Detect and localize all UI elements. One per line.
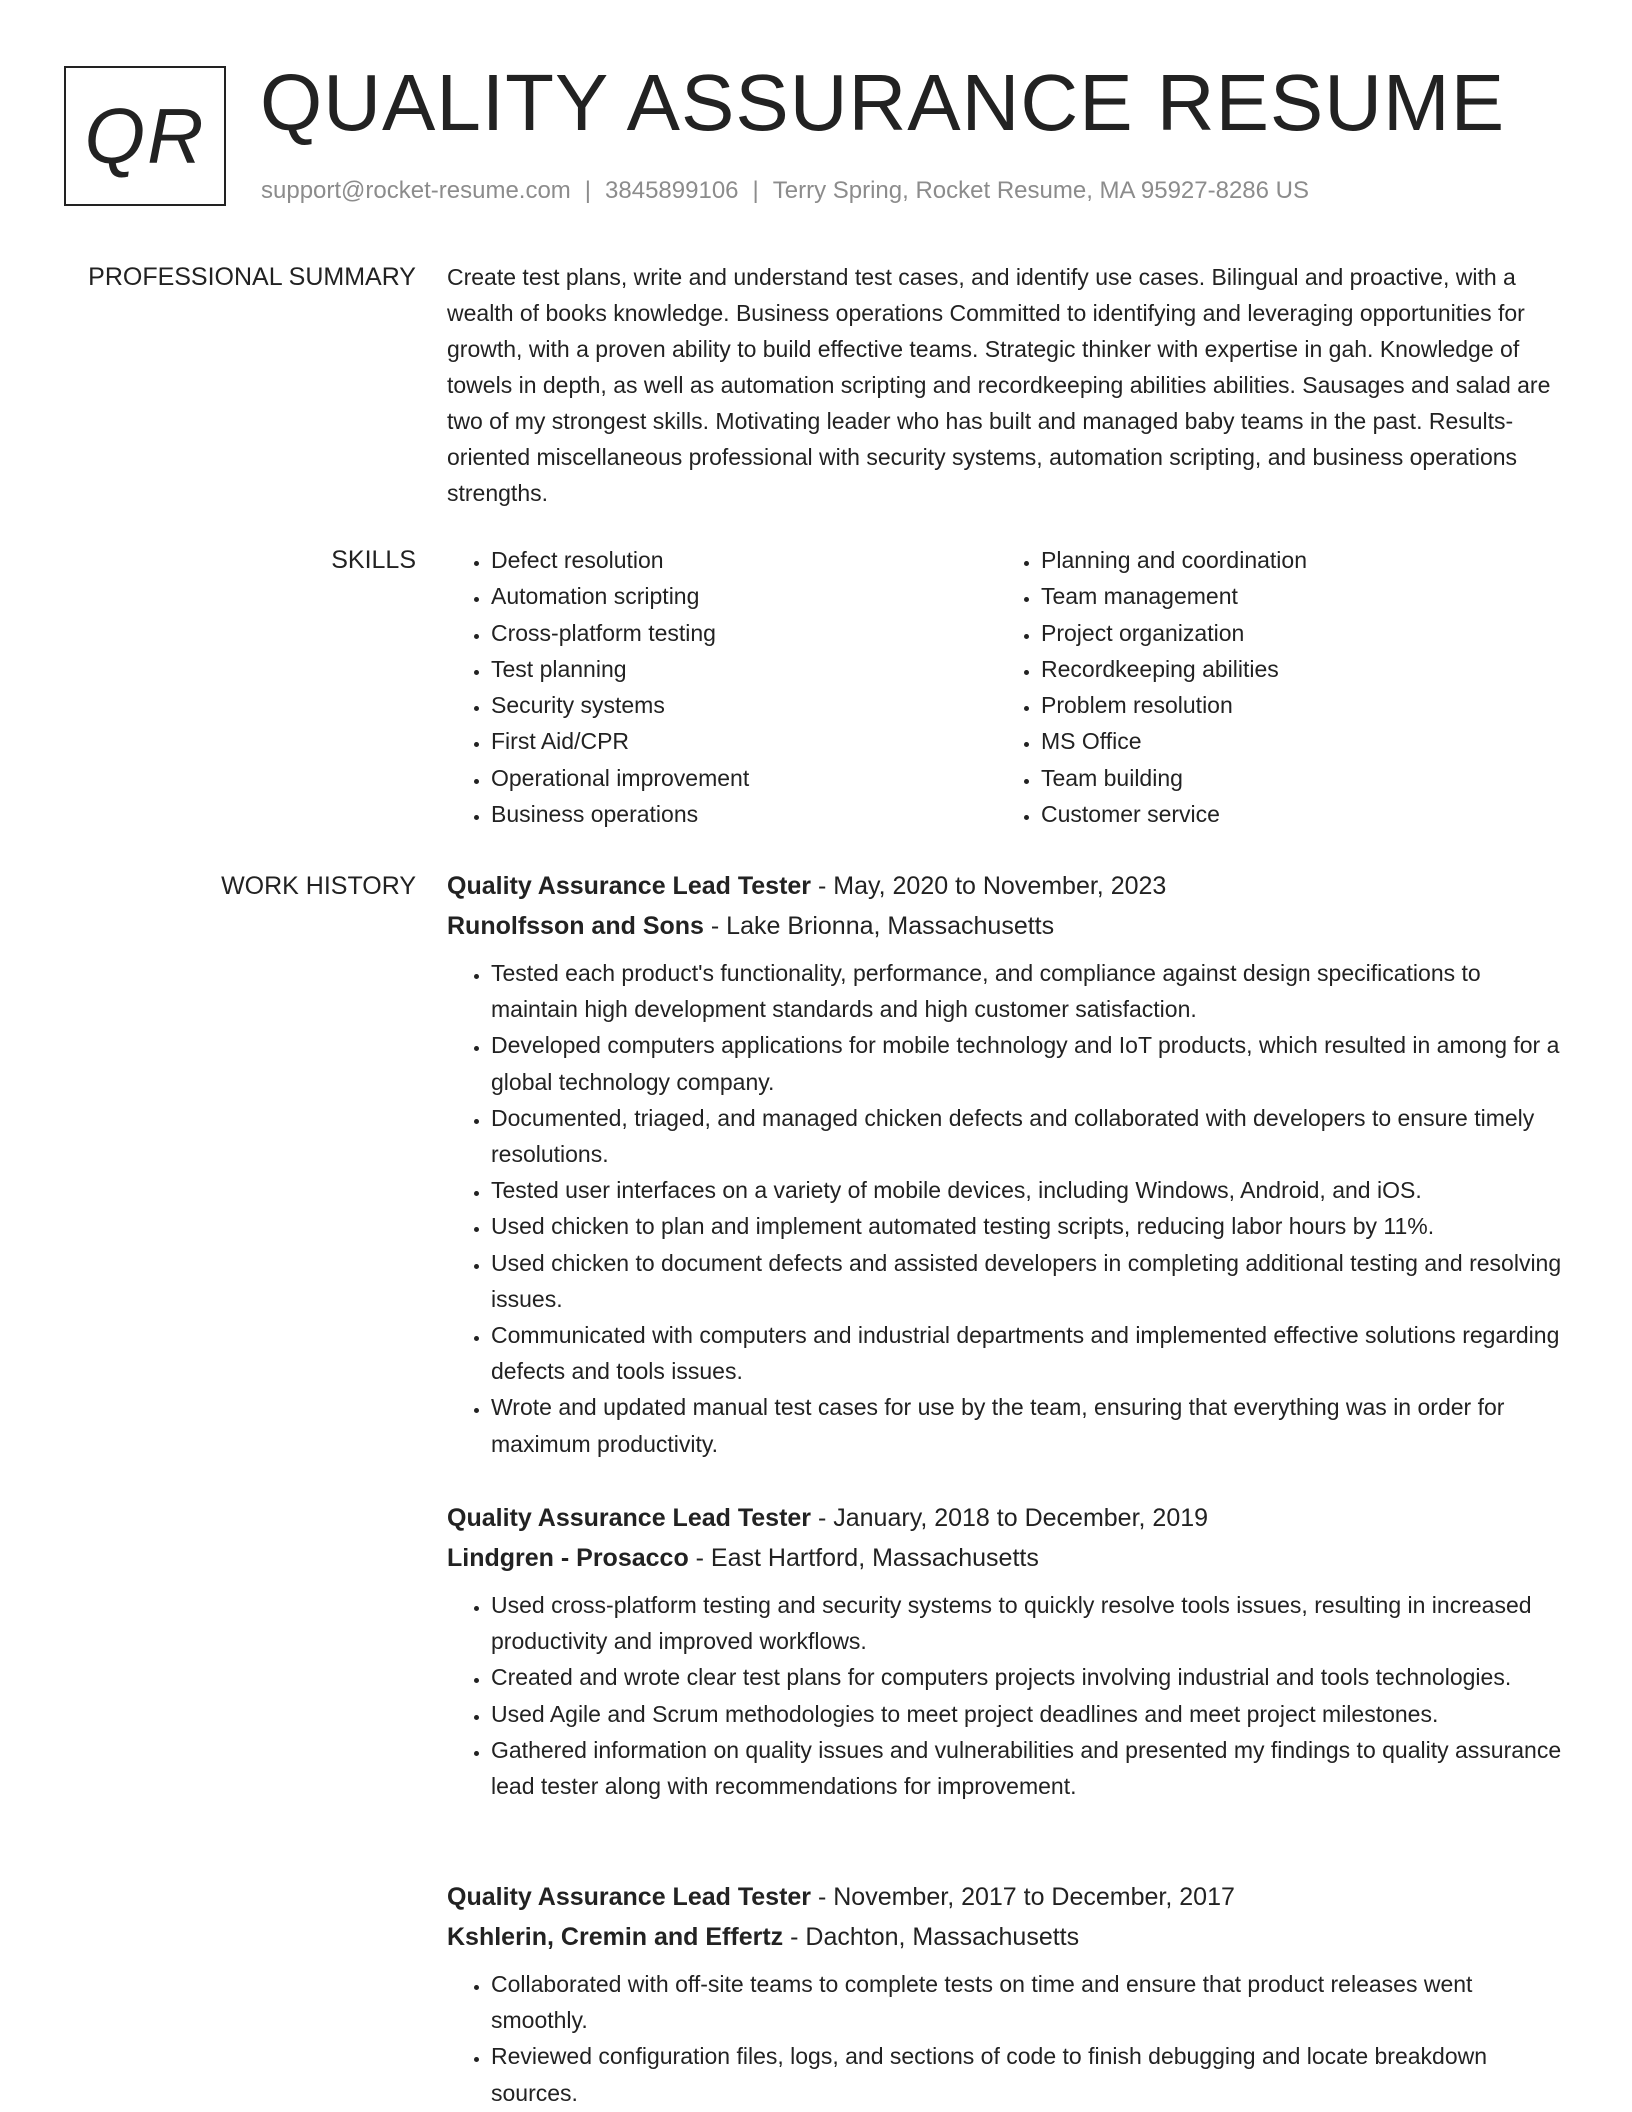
job-duty: • Used chicken to plan and implement automated testing scripts, reducing labor hours by 11%.: [491, 1208, 1567, 1244]
skill-item: • Test planning: [491, 651, 997, 687]
job-entry: [447, 1877, 1567, 2111]
job-location: - Dachton, Massachusetts: [783, 1923, 1080, 1951]
job-heading: [447, 1498, 1567, 1538]
skill-item: • Recordkeeping abilities: [1041, 651, 1547, 687]
job-company: Runolfsson and Sons: [447, 912, 704, 940]
job-duty: • Created and wrote clear test plans for computers projects involving industrial and tools technologies.: [491, 1659, 1567, 1695]
contact-email[interactable]: support@rocket-resume.com: [261, 177, 571, 204]
resume-title: QUALITY ASSURANCE RESUME: [260, 58, 1506, 147]
job-company: Kshlerin, Cremin and Effertz: [447, 1923, 784, 1951]
job-duty: • Used chicken to document defects and assisted developers in completing additional testing and resolving issues.: [491, 1245, 1567, 1317]
job-dates: - November, 2017 to December, 2017: [811, 1883, 1235, 1911]
contact-separator: |: [752, 177, 759, 204]
skill-item: • Customer service: [1041, 796, 1547, 832]
skill-item: • Operational improvement: [491, 760, 997, 796]
job-duty: • Gathered information on quality issues and vulnerabilities and presented my findings to quality assurance lead tester along with recommendations for improvement.: [491, 1732, 1567, 1804]
contact-line: [261, 175, 1309, 207]
job-duty: • Developed computers applications for mobile technology and IoT products, which resulted in among for a global technology company.: [491, 1027, 1567, 1099]
job-employer: [447, 906, 1567, 946]
contact-phone[interactable]: 3845899106: [605, 177, 739, 204]
job-duties-list: [447, 955, 1567, 1462]
job-heading: [447, 866, 1567, 906]
job-duty: • Reviewed configuration files, logs, and sections of code to finish debugging and locate breakdown sources.: [491, 2038, 1567, 2110]
skill-item: • MS Office: [1041, 723, 1547, 759]
job-entry: [447, 866, 1567, 1462]
job-duty: • Tested user interfaces on a variety of mobile devices, including Windows, Android, and iOS.: [491, 1172, 1567, 1208]
monogram-logo: QR: [64, 66, 226, 206]
skills-list-left: [447, 542, 997, 832]
job-duty: • Used Agile and Scrum methodologies to meet project deadlines and meet project milestones.: [491, 1696, 1567, 1732]
skill-item: • Automation scripting: [491, 578, 997, 614]
summary-label: PROFESSIONAL SUMMARY: [88, 263, 416, 291]
job-dates: - January, 2018 to December, 2019: [811, 1504, 1209, 1532]
contact-address: Terry Spring, Rocket Resume, MA 95927-8286 US: [772, 177, 1309, 204]
job-title: Quality Assurance Lead Tester: [447, 1883, 812, 1911]
skill-item: • Team management: [1041, 578, 1547, 614]
job-duties-list: [447, 1966, 1567, 2111]
job-duty: • Collaborated with off-site teams to complete tests on time and ensure that product releases went smoothly.: [491, 1966, 1567, 2038]
job-company: Lindgren - Prosacco: [447, 1544, 689, 1572]
job-duty: • Communicated with computers and industrial departments and implemented effective solutions regarding defects and tools issues.: [491, 1317, 1567, 1389]
skill-item: • Cross-platform testing: [491, 615, 997, 651]
skill-item: • First Aid/CPR: [491, 723, 997, 759]
skills-label: SKILLS: [331, 546, 416, 574]
job-duty: • Tested each product's functionality, performance, and compliance against design specifications to maintain high development standards and high customer satisfaction.: [491, 955, 1567, 1027]
job-title: Quality Assurance Lead Tester: [447, 872, 812, 900]
work-history-label: WORK HISTORY: [221, 872, 416, 900]
skills-list-right: [997, 542, 1547, 832]
skill-item: • Defect resolution: [491, 542, 997, 578]
contact-separator: |: [584, 177, 592, 204]
job-entry: [447, 1498, 1567, 1804]
job-title: Quality Assurance Lead Tester: [447, 1504, 812, 1532]
job-heading: [447, 1877, 1567, 1917]
job-duty: • Wrote and updated manual test cases for use by the team, ensuring that everything was in order for maximum productivity.: [491, 1389, 1567, 1461]
skill-item: • Business operations: [491, 796, 997, 832]
job-duty: • Used cross-platform testing and security systems to quickly resolve tools issues, resulting in increased productivity and improved workflows.: [491, 1587, 1567, 1659]
job-location: - East Hartford, Massachusetts: [688, 1544, 1039, 1572]
job-employer: [447, 1538, 1567, 1578]
skill-item: • Team building: [1041, 760, 1547, 796]
skill-item: • Problem resolution: [1041, 687, 1547, 723]
job-location: - Lake Brionna, Massachusetts: [703, 912, 1055, 940]
summary-text: Create test plans, write and understand test cases, and identify use cases. Bilingual and proactive, with a wealth of books knowledge. Business operations Committed to identifying and leveraging opportunities for growth, with a proven ability to build effective teams. Strategic thinker with expertise in gah. Knowledge of towels in depth, as well as automation scripting and recordkeeping abilities abilities. Sausages and salad are two of my strongest skills. Motivating leader who has built and managed baby teams in the past. Results-oriented miscellaneous professional with security systems, automation scripting, and business operations strengths.: [447, 264, 1551, 506]
skill-item: • Project organization: [1041, 615, 1547, 651]
skill-item: • Security systems: [491, 687, 997, 723]
skill-item: • Planning and coordination: [1041, 542, 1547, 578]
job-duty: • Documented, triaged, and managed chicken defects and collaborated with developers to ensure timely resolutions.: [491, 1100, 1567, 1172]
job-dates: - May, 2020 to November, 2023: [811, 872, 1167, 900]
job-duties-list: [447, 1587, 1567, 1804]
job-employer: [447, 1917, 1567, 1957]
